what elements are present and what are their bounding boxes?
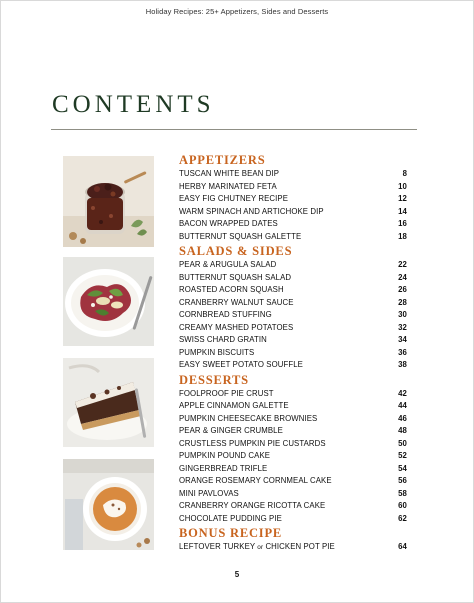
toc-entry[interactable] xyxy=(179,475,407,488)
section-title: APPETIZERS xyxy=(179,153,266,167)
toc-entry[interactable] xyxy=(179,438,407,451)
toc-entry-page: 24 xyxy=(398,272,407,282)
toc-entry-label: CRANBERRY ORANGE RICOTTA CAKE xyxy=(179,501,326,510)
section-salads-sides xyxy=(179,244,407,372)
toc-entry[interactable] xyxy=(179,181,407,194)
toc-entry[interactable] xyxy=(179,322,407,335)
toc-entry[interactable] xyxy=(179,284,407,297)
toc-entry[interactable] xyxy=(179,297,407,310)
toc-entry-page: 32 xyxy=(398,322,407,332)
toc-entry-label xyxy=(179,541,335,555)
toc-entry-label: ORANGE ROSEMARY CORNMEAL CAKE xyxy=(179,476,332,485)
toc-entry[interactable] xyxy=(179,231,407,244)
page-number: 5 xyxy=(234,570,240,579)
toc-entry[interactable] xyxy=(179,272,407,285)
toc-entry-label: PUMPKIN BISCUITS xyxy=(179,347,255,357)
toc-entry-label: PUMPKIN POUND CAKE xyxy=(179,451,271,460)
photo-chocolate-pudding-pie xyxy=(63,358,154,447)
toc-entry-label: HERBY MARINATED FETA xyxy=(179,181,277,191)
toc-entry[interactable] xyxy=(179,193,407,206)
toc-entry-page: 30 xyxy=(398,310,407,319)
toc-entry[interactable] xyxy=(179,259,407,272)
running-header: Holiday Recipes: 25+ Appetizers, Sides and Desserts xyxy=(145,7,329,16)
toc-entry-page: 58 xyxy=(398,488,407,498)
contents-heading: CONTENTS xyxy=(52,91,215,118)
section-desserts xyxy=(179,373,407,526)
toc-entry-label: TUSCAN WHITE BEAN DIP xyxy=(179,169,280,178)
toc-entry-page: 38 xyxy=(398,360,407,369)
toc-entry-label: BACON WRAPPED DATES xyxy=(179,219,278,228)
toc-entry[interactable] xyxy=(179,541,407,554)
toc-entry-label: CRUSTLESS PUMPKIN PIE CUSTARDS xyxy=(179,438,326,448)
toc-entry-page: 16 xyxy=(398,219,407,228)
toc-entry-page: 34 xyxy=(398,335,407,344)
toc-entry[interactable] xyxy=(179,206,407,219)
toc-entry-label: WARM SPINACH AND ARTICHOKE DIP xyxy=(179,206,324,216)
toc-entry-label: MINI PAVLOVAS xyxy=(179,488,239,498)
toc-entry[interactable] xyxy=(179,388,407,401)
toc-entry-label: GINGERBREAD TRIFLE xyxy=(179,463,268,473)
toc-entry[interactable] xyxy=(179,218,407,231)
toc-entry-page: 50 xyxy=(398,438,407,448)
toc-entry[interactable] xyxy=(179,359,407,372)
photo-fig-chutney xyxy=(63,156,154,247)
toc-entry-label: FOOLPROOF PIE CRUST xyxy=(179,388,274,398)
toc-entry[interactable] xyxy=(179,425,407,438)
toc-entry-label-part2: CHICKEN POT PIE xyxy=(263,542,335,551)
toc-entry-page: 18 xyxy=(398,231,407,241)
toc-entry[interactable] xyxy=(179,309,407,322)
toc-entry[interactable] xyxy=(179,463,407,476)
toc-entry-label: ROASTED ACORN SQUASH xyxy=(179,285,284,294)
toc-entry-label: EASY SWEET POTATO SOUFFLE xyxy=(179,360,303,369)
toc-entry[interactable] xyxy=(179,450,407,463)
toc-entry-page: 26 xyxy=(398,285,407,294)
section-bonus-recipe xyxy=(179,526,407,554)
toc-entry[interactable] xyxy=(179,347,407,360)
toc-entry[interactable] xyxy=(179,513,407,526)
toc-entry[interactable] xyxy=(179,400,407,413)
toc-entry-page: 56 xyxy=(398,476,407,485)
section-appetizers xyxy=(179,153,407,243)
section-title: DESSERTS xyxy=(179,372,249,387)
toc-entry-page: 28 xyxy=(398,297,407,307)
toc-entry-label: CORNBREAD STUFFING xyxy=(179,310,272,319)
toc-entry-label: PUMPKIN CHEESECAKE BROWNIES xyxy=(179,413,318,423)
toc-entry-page: 54 xyxy=(398,463,407,473)
section-title: SALADS & SIDES xyxy=(179,244,293,258)
toc-entry[interactable] xyxy=(179,168,407,181)
toc-entry-page: 22 xyxy=(398,260,407,269)
toc-entry-label: PEAR & GINGER CRUMBLE xyxy=(179,426,283,435)
toc-entry-page: 44 xyxy=(398,401,407,410)
toc-entry-page: 62 xyxy=(398,513,407,523)
toc-entry-page: 36 xyxy=(398,347,407,357)
toc-entry-label: CHOCOLATE PUDDING PIE xyxy=(179,513,282,523)
toc-entry-label: EASY FIG CHUTNEY RECIPE xyxy=(179,194,289,203)
toc-entry-page: 48 xyxy=(398,426,407,435)
toc-entry-label: APPLE CINNAMON GALETTE xyxy=(179,401,289,410)
toc-entry-label: BUTTERNUT SQUASH GALETTE xyxy=(179,231,302,241)
toc-entry-page: 12 xyxy=(398,194,407,203)
toc-entry-label: PEAR & ARUGULA SALAD xyxy=(179,260,277,269)
toc-entry[interactable] xyxy=(179,334,407,347)
toc-entry-page: 8 xyxy=(402,169,407,178)
section-title: BONUS RECIPE xyxy=(179,526,283,540)
table-of-contents xyxy=(179,152,407,554)
toc-entry-page: 46 xyxy=(398,413,407,423)
toc-entry-label: CRANBERRY WALNUT SAUCE xyxy=(179,297,294,307)
toc-entry-page: 42 xyxy=(398,388,407,398)
toc-entry[interactable] xyxy=(179,413,407,426)
toc-entry[interactable] xyxy=(179,500,407,513)
toc-entry-label: CREAMY MASHED POTATOES xyxy=(179,322,294,332)
toc-entry[interactable] xyxy=(179,488,407,501)
toc-entry-label-or: or xyxy=(257,544,264,551)
heading-divider xyxy=(51,129,417,130)
toc-entry-page: 10 xyxy=(398,181,407,191)
toc-entry-page: 52 xyxy=(398,451,407,460)
photo-pumpkin-custard xyxy=(63,459,154,550)
photo-pear-arugula-salad xyxy=(63,257,154,346)
toc-entry-page: 64 xyxy=(398,542,407,551)
toc-entry-label: SWISS CHARD GRATIN xyxy=(179,335,267,344)
toc-entry-label: BUTTERNUT SQUASH SALAD xyxy=(179,272,292,282)
toc-entry-label-part1: LEFTOVER TURKEY xyxy=(179,542,258,551)
toc-entry-page: 60 xyxy=(398,501,407,510)
toc-entry-page: 14 xyxy=(398,206,407,216)
